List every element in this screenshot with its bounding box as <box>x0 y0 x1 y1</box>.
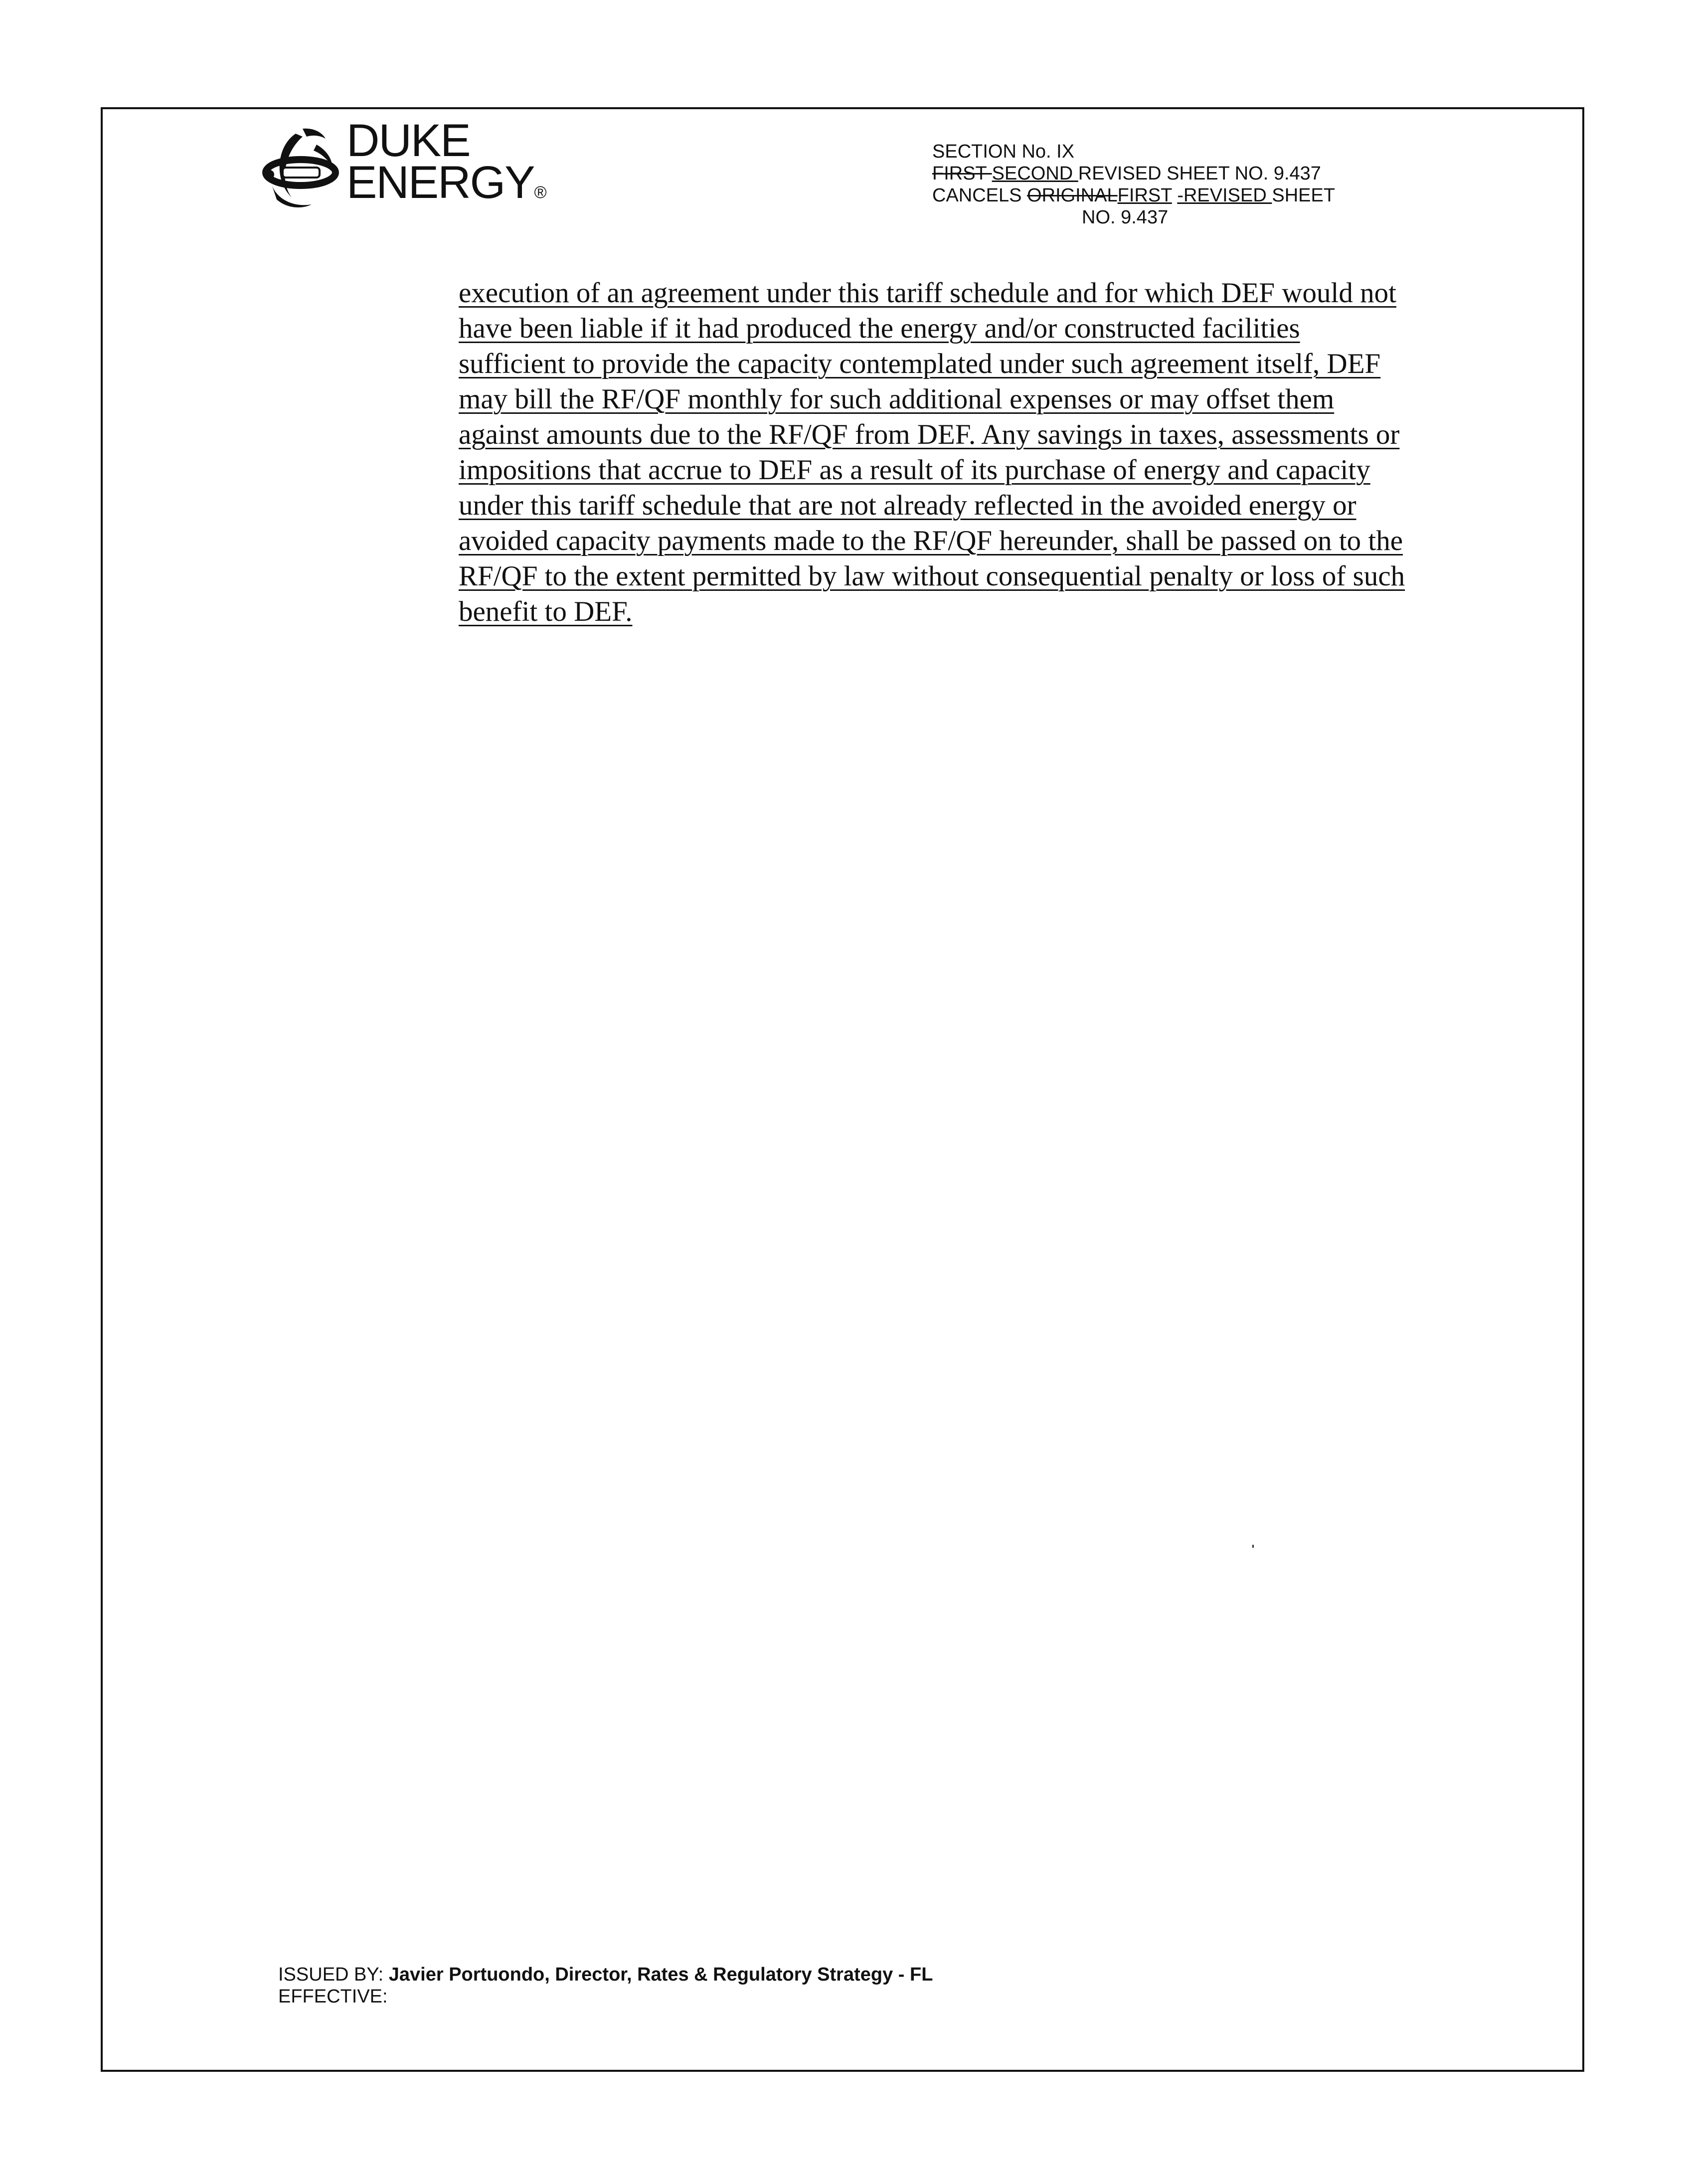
company-logo <box>257 115 547 219</box>
cancels-inserted-text-2: -REVISED <box>1177 185 1272 206</box>
sheet-number-line: NO. 9.437 <box>1082 207 1169 228</box>
scan-speck <box>1252 1545 1254 1548</box>
registered-mark: ® <box>534 183 547 202</box>
tariff-body-paragraph: execution of an agreement under this tariff schedule and for which DEF would not have been liable if it had produced the energy and/or constructed facilities sufficient to provide the capacity contemplated under such agreement itself, DEF may bill the RF/QF monthly for such additional expenses or may offset them against amounts due to the RF/QF from DEF. Any savings in taxes, assessments or impositions that accrue to DEF as a result of its purchase of energy and capacity under this tariff schedule that are not already reflected in the avoided energy or avoided capacity payments made to the RF/QF hereunder, shall be passed on to the RF/QF to the extent permitted by law without consequential penalty or loss of such benefit to DEF. <box>459 277 1405 627</box>
logo-line-1: DUKE <box>346 115 470 166</box>
section-number: SECTION No. IX <box>932 141 1075 162</box>
revised-deleted-text: FIRST <box>932 163 992 184</box>
revised-inserted-text: SECOND <box>992 163 1078 184</box>
revised-sheet-text: REVISED SHEET NO. 9.437 <box>1078 163 1321 184</box>
cancels-deleted-text: ORIGINAL <box>1027 185 1118 206</box>
logo-wordmark <box>346 115 547 213</box>
revised-sheet-line <box>932 163 1421 184</box>
sheet-header <box>932 141 1421 228</box>
cancels-inserted-text-1: FIRST <box>1117 185 1172 206</box>
effective-label: EFFECTIVE: <box>278 1986 388 2007</box>
issued-by-line <box>278 1964 933 1986</box>
logo-line-2: ENERGY® <box>346 157 547 208</box>
cancels-line: CANCELS ORIGINALFIRST -REVISED SHEET <box>932 185 1336 206</box>
issuance-footer <box>278 1964 933 2007</box>
issued-by-label: ISSUED BY: <box>278 1964 389 1985</box>
issued-by-value: Javier Portuondo, Director, Rates & Regulatory Strategy - FL <box>388 1964 933 1985</box>
duke-energy-swirl-icon <box>257 125 341 212</box>
